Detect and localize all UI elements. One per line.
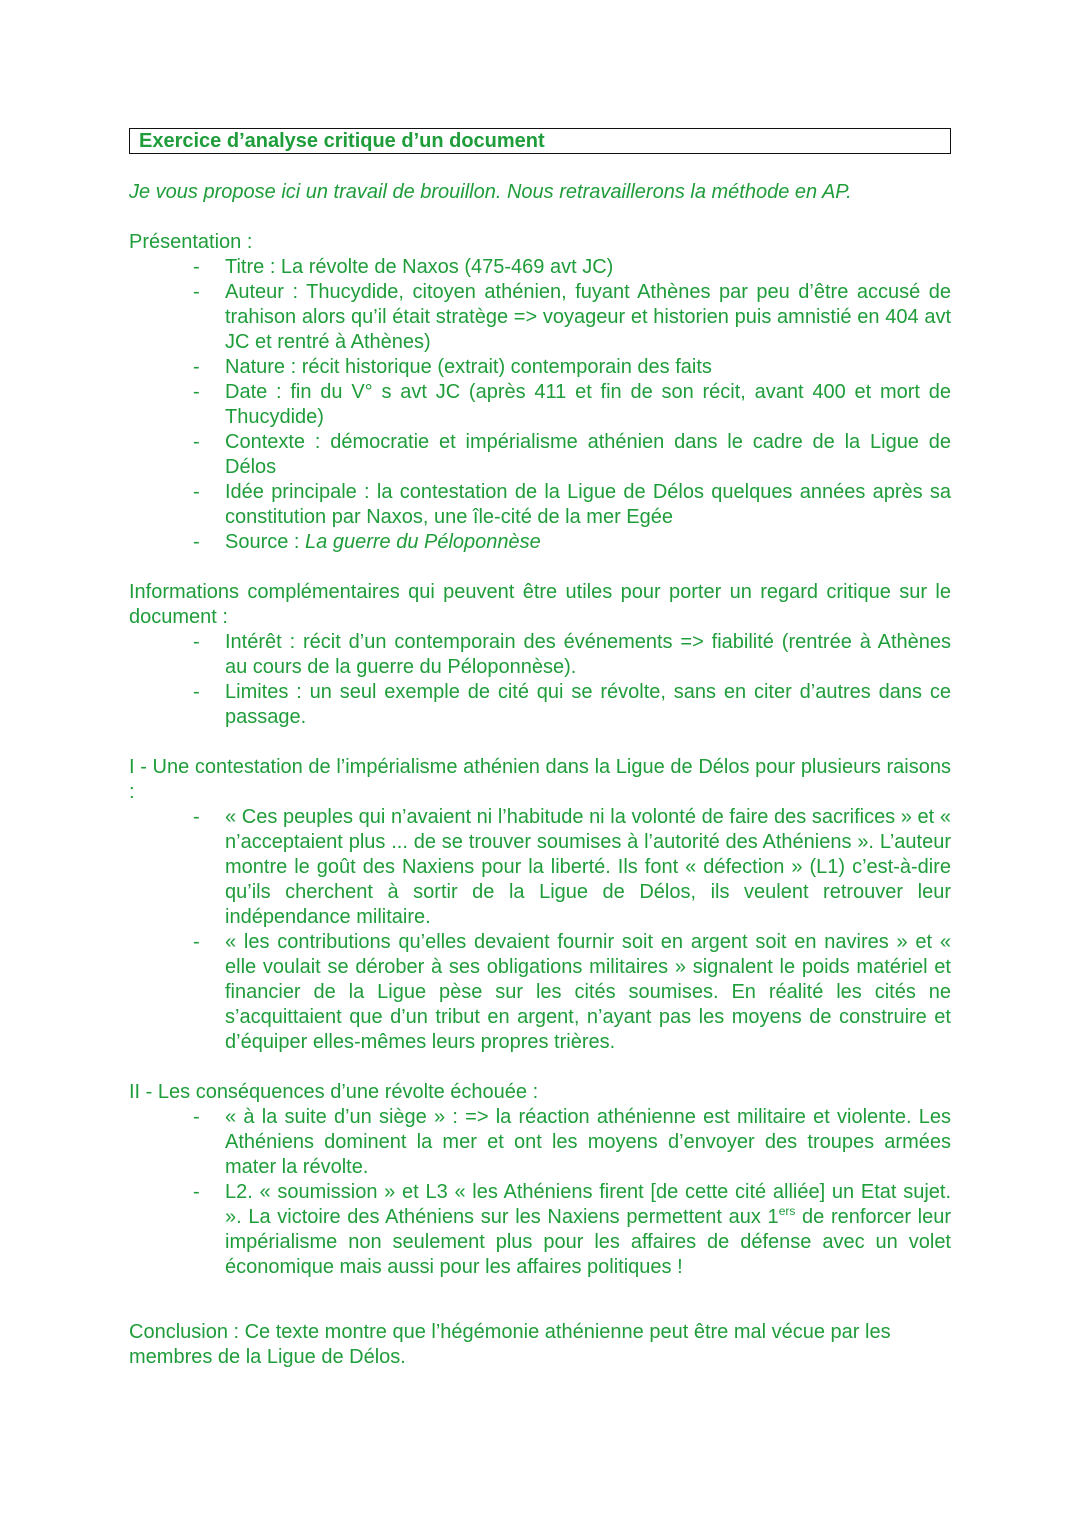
list-item-source: - Source : La guerre du Péloponnèse	[193, 531, 541, 553]
complements-list	[129, 630, 951, 730]
list-item: - Contexte : démocratie et impérialisme athénien dans le cadre de la Ligue de Délos	[193, 431, 951, 478]
dash-bullet: -	[193, 931, 200, 953]
ordinal-superscript: ers	[778, 1204, 796, 1218]
dash-bullet: -	[193, 356, 200, 378]
complements-section	[129, 580, 951, 730]
list-item: - Limites : un seul exemple de cité qui se révolte, sans en citer d’autres dans ce passage.	[193, 681, 951, 728]
dash-bullet: -	[193, 481, 200, 503]
list-item: - « à la suite d’un siège » : => la réaction athénienne est militaire et violente. Les Athéniens dominent la mer et ont les moyens d’envoyer des troupes armées mater la révolte.	[193, 1106, 951, 1178]
part1-heading: I - Une contestation de l’impérialisme athénien dans la Ligue de Délos pour plusieurs raisons :	[129, 756, 951, 803]
dash-bullet: -	[193, 1106, 200, 1128]
list-item: - Intérêt : récit d’un contemporain des événements => fiabilité (rentrée à Athènes au cours de la guerre du Péloponnèse).	[193, 631, 951, 678]
intro-text: Je vous propose ici un travail de brouillon. Nous retravaillerons la méthode en AP.	[129, 181, 852, 203]
dash-bullet: -	[193, 531, 200, 553]
source-title: La guerre du Péloponnèse	[305, 531, 541, 553]
list-item: - « Ces peuples qui n’avaient ni l’habitude ni la volonté de faire des sacrifices » et « n’acceptaient plus ... de se trouver soumises à l’autorité des Athéniens ». L’auteur montre le goût des Naxiens pour la liberté. Ils font « défection » (L1) c’est-à-dire qu’ils cherchent à sortir de la Ligue de Délos, ils veulent retrouver leur indépendance militaire.	[193, 806, 951, 928]
list-item: - Titre : La révolte de Naxos (475-469 avt JC)	[193, 256, 614, 278]
presentation-list	[129, 255, 951, 555]
document-title: Exercice d’analyse critique d’un document	[129, 128, 951, 154]
complements-heading: Informations complémentaires qui peuvent être utiles pour porter un regard critique sur le document :	[129, 581, 951, 628]
dash-bullet: -	[193, 281, 200, 303]
part2-section	[129, 1080, 951, 1280]
dash-bullet: -	[193, 256, 200, 278]
part2-heading: II - Les conséquences d’une révolte échouée :	[129, 1081, 539, 1103]
dash-bullet: -	[193, 381, 200, 403]
dash-bullet: -	[193, 1181, 200, 1203]
list-item: - L2. « soumission » et L3 « les Athéniens firent [de cette cité alliée] un Etat sujet. ». La victoire des Athéniens sur les Naxiens permettent aux 1ers de renforcer leur impérialisme non seulement plus pour les affaires de défense avec un volet économique mais aussi pour les affaires politiques !	[193, 1181, 952, 1278]
document-content	[129, 128, 951, 1370]
list-item: - Auteur : Thucydide, citoyen athénien, fuyant Athènes par peu d’être accusé de trahison alors qu’il était stratège => voyageur et historien puis amnistié en 404 avt JC et rentré à Athènes)	[193, 281, 951, 353]
dash-bullet: -	[193, 681, 200, 703]
presentation-heading: Présentation :	[129, 231, 253, 253]
part2-list	[129, 1105, 951, 1280]
part1-section	[129, 755, 951, 1055]
list-item: - Nature : récit historique (extrait) contemporain des faits	[193, 356, 712, 378]
list-item: - Idée principale : la contestation de la Ligue de Délos quelques années après sa constitution par Naxos, une île-cité de la mer Egée	[193, 481, 951, 528]
presentation-section	[129, 230, 951, 555]
part1-list	[129, 805, 951, 1055]
list-item: - Date : fin du V° s avt JC (après 411 et fin de son récit, avant 400 et mort de Thucydide)	[193, 381, 951, 428]
list-item: - « les contributions qu’elles devaient fournir soit en argent soit en navires » et « elle voulait se dérober à ses obligations militaires » signalent le poids matériel et financier de la Ligue pèse sur les cités soumises. En réalité les cités ne s’acquittaient que d’un tribut en argent, n’ayant pas les moyens de construire et d’équiper elles-mêmes leurs propres trières.	[193, 931, 951, 1053]
dash-bullet: -	[193, 631, 200, 653]
dash-bullet: -	[193, 431, 200, 453]
conclusion-text: Conclusion : Ce texte montre que l’hégémonie athénienne peut être mal vécue par les membres de la Ligue de Délos.	[129, 1321, 891, 1368]
dash-bullet: -	[193, 806, 200, 828]
